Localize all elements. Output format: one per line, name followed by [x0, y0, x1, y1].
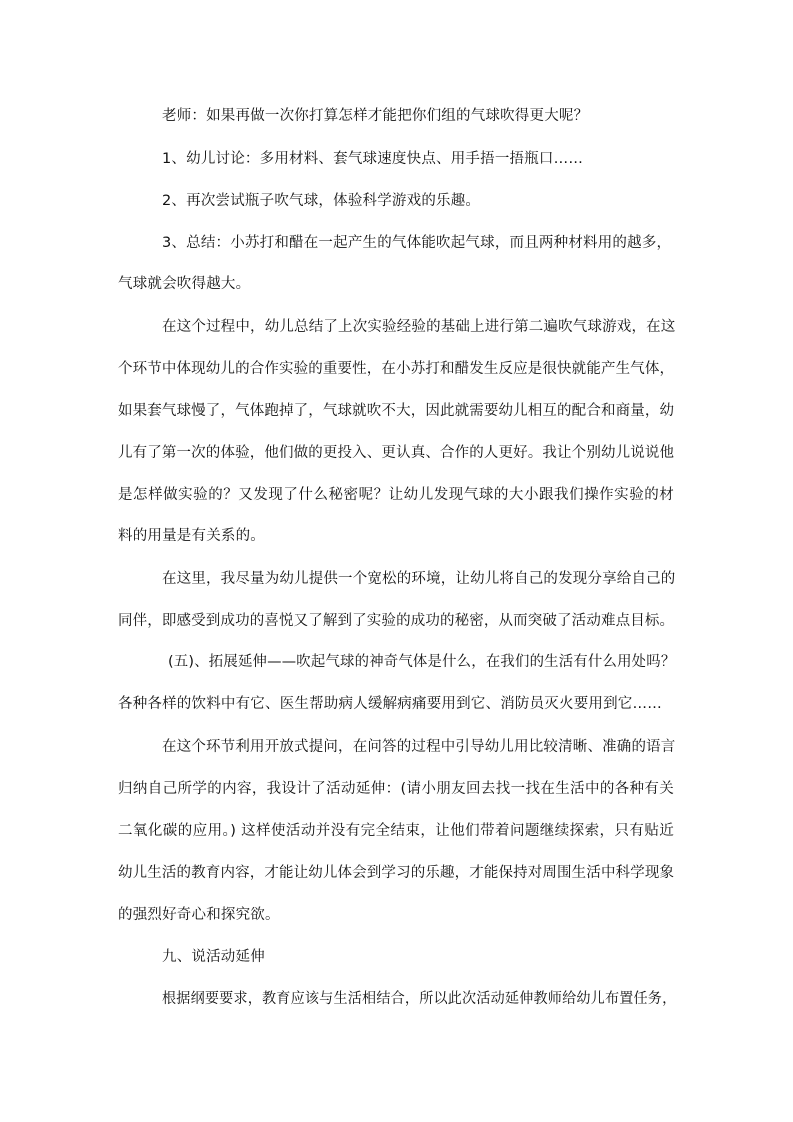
- text-line: 儿有了第一次的体验，他们做的更投入、更认真、合作的人更好。我让个别幼儿说说他: [118, 445, 674, 461]
- text-line: 2、再次尝试瓶子吹气球，体验科学游戏的乐趣。: [162, 193, 481, 209]
- text-line: 老师：如果再做一次你打算怎样才能把你们组的气球吹得更大呢？: [162, 108, 589, 124]
- text-line: 个环节中体现幼儿的合作实验的重要性，在小苏打和醋发生反应是很快就能产生气体，: [118, 361, 674, 377]
- text-line: 料的用量是有关系的。: [118, 528, 265, 544]
- text-line: 在这个过程中，幼儿总结了上次实验经验的基础上进行第二遍吹气球游戏，在这: [162, 319, 676, 335]
- text-line: 在这个环节利用开放式提问，在问答的过程中引导幼儿用比较清晰、准确的语言: [162, 739, 676, 755]
- text-line: 是怎样做实验的？又发现了什么秘密呢？让幼儿发现气球的大小跟我们操作实验的材: [118, 487, 674, 503]
- text-line: 根据纲要要求，教育应该与生活相结合，所以此次活动延伸教师给幼儿布置任务，: [162, 991, 677, 1007]
- text-line: 同伴，即感受到成功的喜悦又了解到了实验的成功的秘密，从而突破了活动难点目标。: [118, 613, 674, 629]
- section-heading: 九、说活动延伸: [162, 949, 265, 965]
- text-line: 气球就会吹得越大。: [118, 276, 251, 292]
- text-line: 各种各样的饮料中有它、医生帮助病人缓解病痛要用到它、消防员灭火要用到它……: [118, 696, 662, 712]
- text-line: 归纳自己所学的内容，我设计了活动延伸：(请小朋友回去找一找在生活中的各种有关: [118, 781, 674, 797]
- text-line: 在这里，我尽量为幼儿提供一个宽松的环境，让幼儿将自己的发现分享给自己的: [162, 571, 676, 587]
- text-line: 如果套气球慢了，气体跑掉了，气球就吹不大，因此就需要幼儿相互的配合和商量，幼: [118, 403, 674, 419]
- text-line: 3、总结：小苏打和醋在一起产生的气体能吹起气球，而且两种材料用的越多，: [162, 235, 672, 251]
- text-line: 幼儿生活的教育内容，才能让幼儿体会到学习的乐趣，才能保持对周围生活中科学现象: [118, 865, 674, 881]
- text-line: (五)、拓展延伸——吹起气球的神奇气体是什么，在我们的生活有什么用处吗？: [168, 654, 676, 670]
- text-line: 的强烈好奇心和探究欲。: [118, 907, 280, 923]
- text-line: 二氧化碳的应用。) 这样使活动并没有完全结束，让他们带着问题继续探索，只有贴近: [118, 823, 674, 839]
- text-line: 1、幼儿讨论：多用材料、套气球速度快点、用手捂一捂瓶口……: [162, 151, 584, 167]
